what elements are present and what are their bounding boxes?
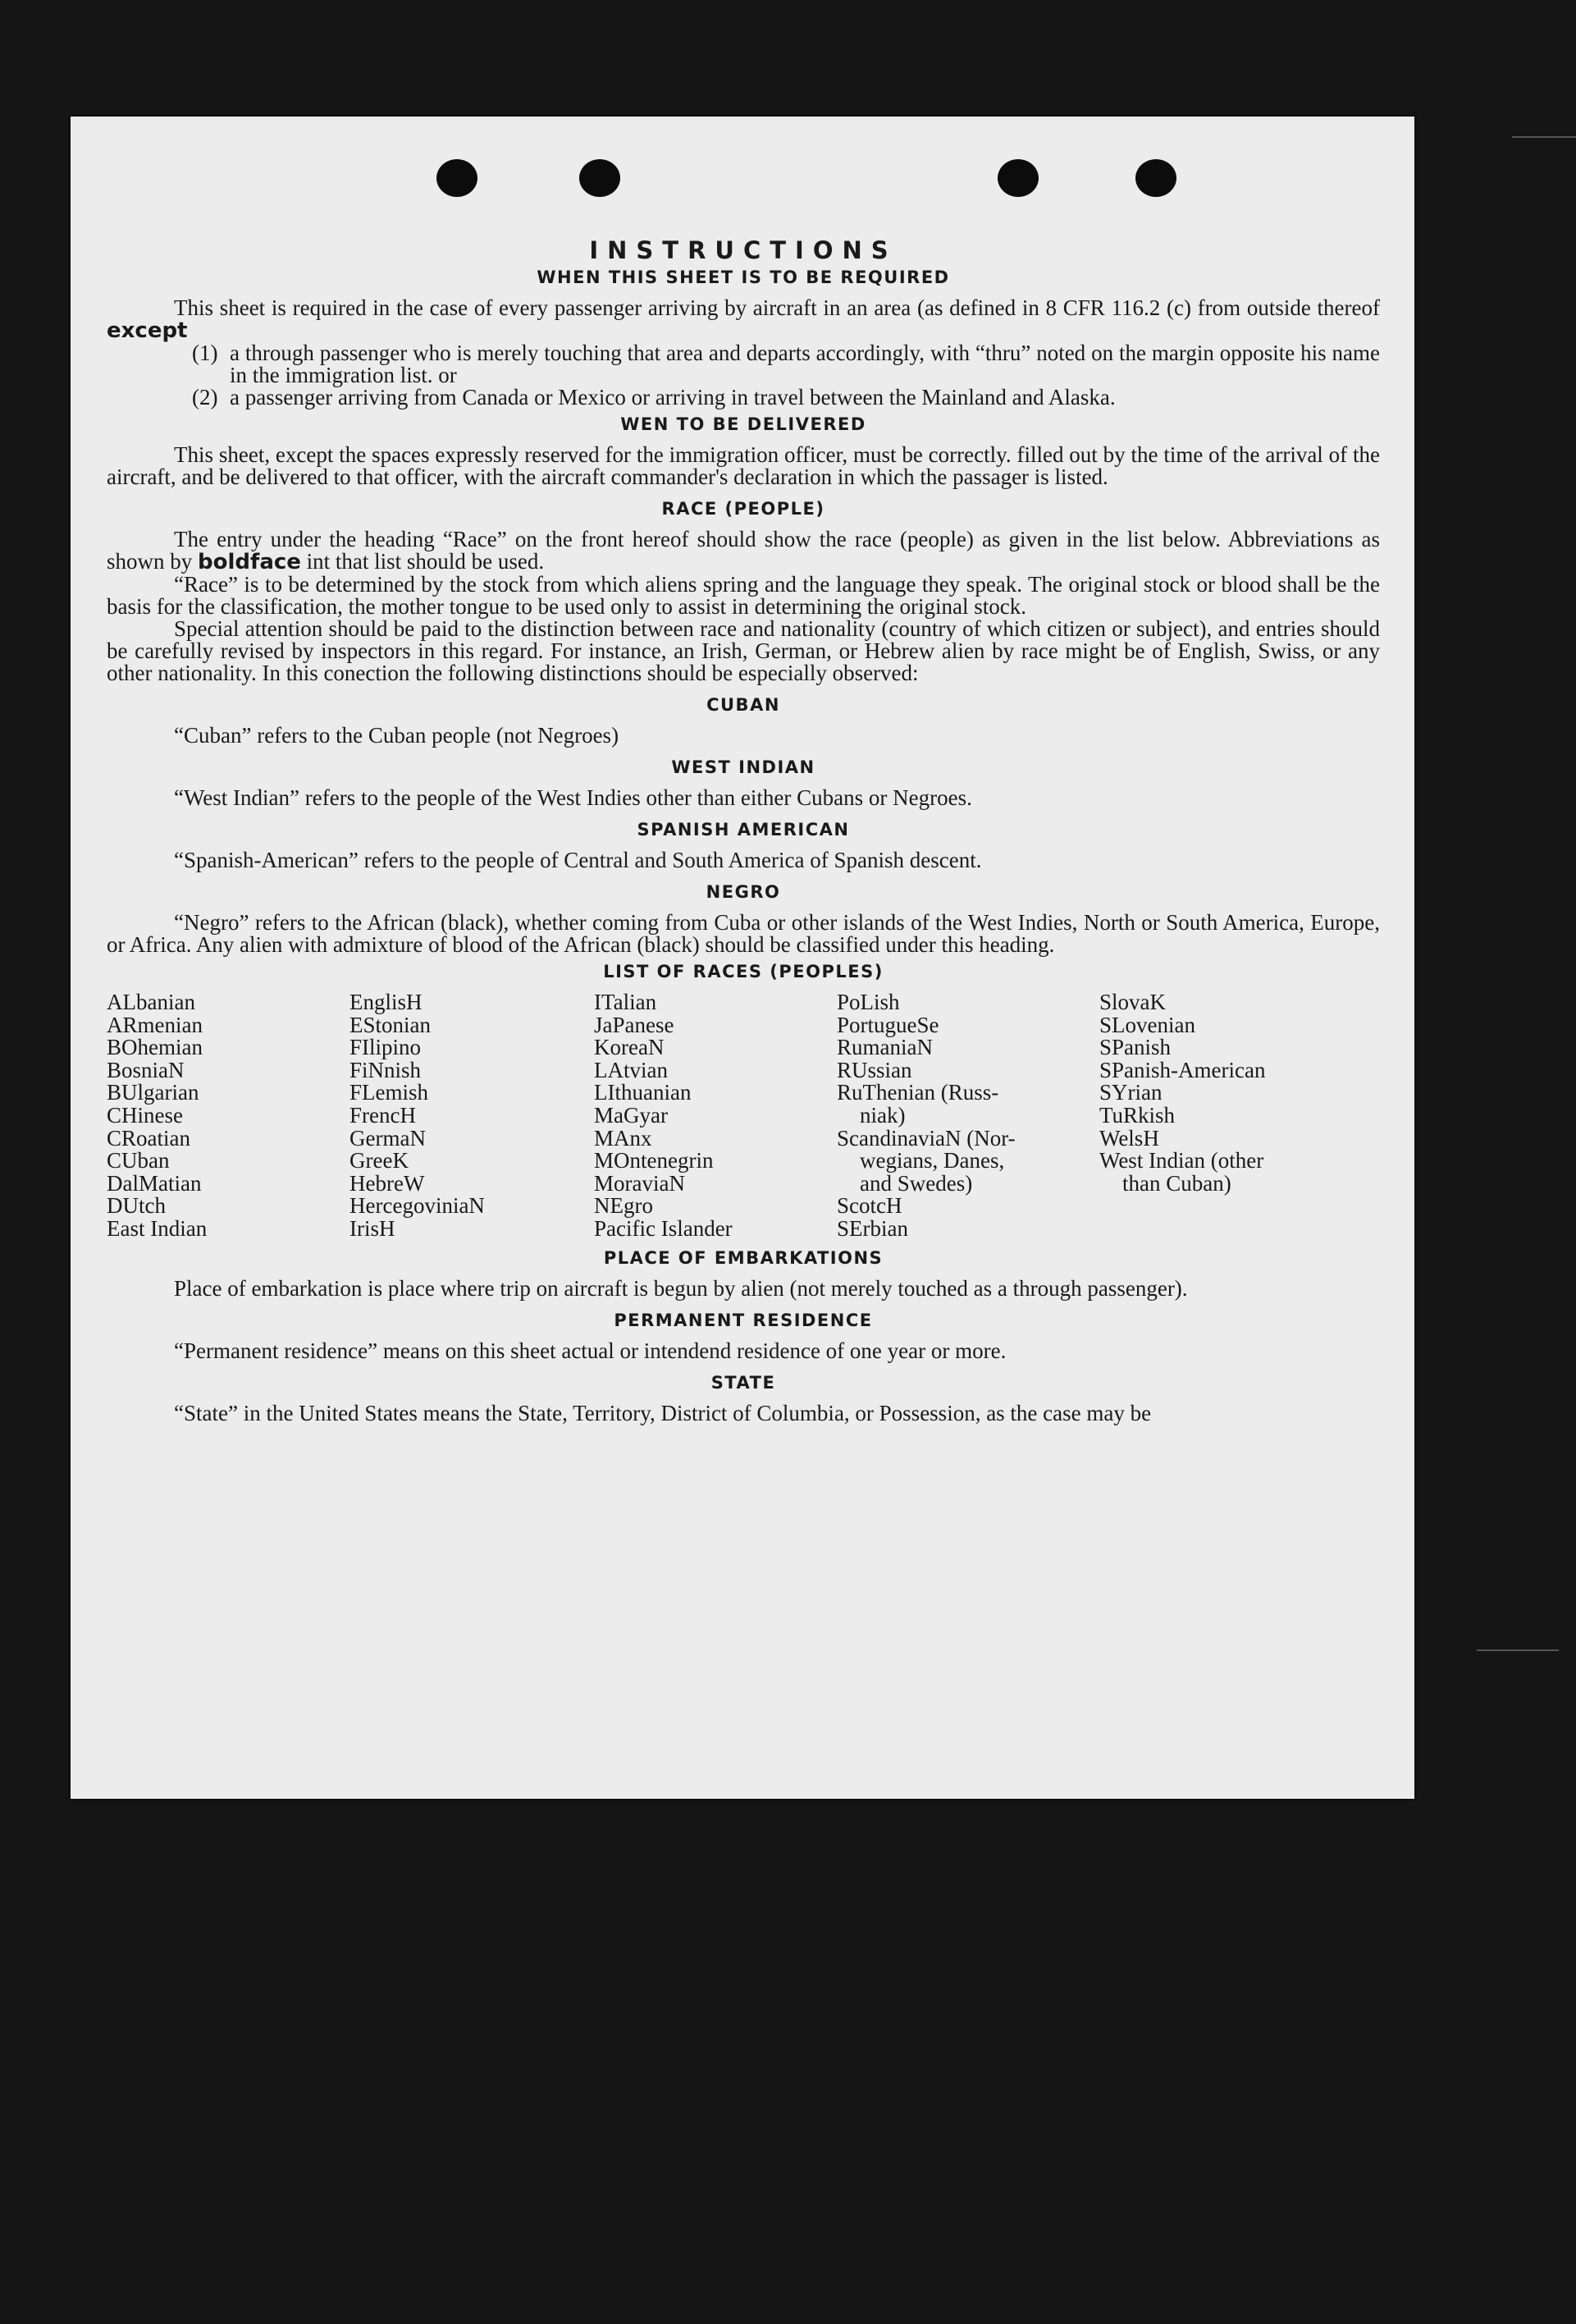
document-body bbox=[107, 236, 1380, 1425]
punch-hole bbox=[579, 159, 620, 197]
race-entry: WelsH bbox=[1099, 1125, 1159, 1151]
section-heading-delivered: WEN TO BE DELIVERED bbox=[620, 414, 866, 434]
race-paragraph-1: The entry under the heading “Race” on the front hereof should show the race (people) as given in the list below. Abbreviations as shown by boldface int that list should be used. bbox=[107, 527, 1380, 574]
section-heading-race: RACE (PEOPLE) bbox=[661, 499, 825, 519]
west-indian-text: “West Indian” refers to the people of the West Indies other than either Cubans or Negroes. bbox=[174, 785, 972, 810]
race-entry: FLemish bbox=[349, 1080, 429, 1105]
list-number: (2) bbox=[192, 385, 218, 409]
race-entry: FrencH bbox=[349, 1102, 416, 1128]
race-entry: West Indian (other bbox=[1099, 1148, 1264, 1173]
race-entry: PoLish bbox=[837, 990, 900, 1014]
list-number: (1) bbox=[192, 341, 218, 365]
list-text: a through passenger who is merely touching that area and departs accordingly, with “thru” noted on the margin opposite his name in the immigration list. or bbox=[230, 341, 1380, 387]
race-entry: DUtch bbox=[107, 1193, 166, 1219]
race-entry: SPanish-American bbox=[1099, 1057, 1266, 1082]
list-item bbox=[192, 387, 1380, 409]
section-heading-spanish-american: SPANISH AMERICAN bbox=[637, 820, 850, 839]
race-entry: RUssian bbox=[837, 1057, 912, 1082]
race-entry: DalMatian bbox=[107, 1170, 202, 1196]
race-entry: BUlgarian bbox=[107, 1080, 199, 1105]
scan-artifact-line bbox=[1512, 136, 1576, 138]
race-entry: HercegoviniaN bbox=[349, 1193, 485, 1219]
race-entry: CHinese bbox=[107, 1102, 183, 1128]
race-entry: and Swedes) bbox=[860, 1170, 973, 1196]
punch-hole bbox=[998, 159, 1039, 197]
spanish-american-text: “Spanish-American” refers to the people of Central and South America of Spanish descent. bbox=[174, 848, 982, 872]
race-entry: SPanish bbox=[1099, 1035, 1172, 1060]
required-intro: This sheet is required in the case of every passenger arriving by aircraft in an area (as defined in 8 CFR 116.2 (c) from outside thereof except bbox=[107, 295, 1380, 343]
race-entry: BosniaN bbox=[107, 1057, 185, 1082]
race-entry: JaPanese bbox=[594, 1012, 674, 1037]
race-entry: SlovaK bbox=[1099, 990, 1166, 1014]
page-title: INSTRUCTIONS bbox=[589, 236, 898, 264]
race-entry: GreeK bbox=[349, 1148, 409, 1173]
races-list bbox=[107, 991, 1380, 1241]
section-heading-west-indian: WEST INDIAN bbox=[671, 757, 815, 777]
race-entry: ScandinaviaN (Nor- bbox=[837, 1125, 1016, 1151]
race-entry: FIlipino bbox=[349, 1035, 422, 1060]
race-entry: BOhemian bbox=[107, 1035, 203, 1060]
race-entry: FiNnish bbox=[349, 1057, 422, 1082]
race-entry: RuThenian (Russ- bbox=[837, 1080, 999, 1105]
race-entry: MAnx bbox=[594, 1125, 652, 1151]
race-entry: TuRkish bbox=[1099, 1102, 1176, 1128]
section-heading-state: STATE bbox=[710, 1372, 776, 1393]
residence-text: “Permanent residence” means on this sheet actual or intendend residence of one year or more. bbox=[174, 1338, 1007, 1363]
state-text: “State” in the United States means the State, Territory, District of Columbia, or Possession, as the case may be bbox=[174, 1400, 1152, 1425]
race-paragraph-2: “Race” is to be determined by the stock from which aliens spring and the language they speak. The original stock or blood shall be the basis for the classification, the mother tongue to be used only to assist in determining the original stock. bbox=[107, 572, 1380, 619]
races-column-3 bbox=[594, 991, 837, 1241]
race-entry: SYrian bbox=[1099, 1080, 1163, 1105]
race-entry: KoreaN bbox=[594, 1035, 665, 1060]
race-entry: SLovenian bbox=[1099, 1012, 1195, 1037]
list-item bbox=[192, 342, 1380, 387]
race-entry: LAtvian bbox=[594, 1057, 668, 1082]
race-entry: IrisH bbox=[349, 1215, 395, 1241]
section-heading-cuban: CUBAN bbox=[706, 695, 780, 715]
race-entry: EnglisH bbox=[349, 990, 423, 1014]
embarkation-text: Place of embarkation is place where trip on aircraft is begun by alien (not merely touched as a through passenger). bbox=[174, 1275, 1188, 1301]
race-entry: NEgro bbox=[594, 1193, 653, 1219]
section-heading-negro: NEGRO bbox=[706, 882, 781, 902]
list-text: a passenger arriving from Canada or Mexico or arriving in travel between the Mainland and Alaska. bbox=[230, 385, 1116, 409]
races-column-2 bbox=[349, 991, 594, 1241]
punch-hole bbox=[1135, 159, 1176, 197]
race-entry: SErbian bbox=[837, 1215, 908, 1241]
race-entry: ARmenian bbox=[107, 1012, 203, 1037]
scan-artifact-line bbox=[1477, 1649, 1559, 1651]
races-column-5 bbox=[1099, 991, 1345, 1241]
section-heading-required: WHEN THIS SHEET IS TO BE REQUIRED bbox=[537, 268, 950, 287]
race-entry: MoraviaN bbox=[594, 1170, 685, 1196]
race-entry: wegians, Danes, bbox=[860, 1148, 1005, 1173]
document-page bbox=[71, 117, 1414, 1799]
section-heading-residence: PERMANENT RESIDENCE bbox=[614, 1310, 873, 1330]
race-entry: than Cuban) bbox=[1122, 1170, 1231, 1196]
except-label: except bbox=[107, 318, 188, 343]
race-entry: niak) bbox=[860, 1102, 906, 1128]
race-paragraph-3: Special attention should be paid to the distinction between race and nationality (country of which citizen or subject), and entries should be carefully revised by inspectors in this regard. For instance, an Irish, German, or Hebrew alien by race might be of English, Swiss, or any other nationality. In this conection the following distinctions should be especially observed: bbox=[107, 616, 1380, 685]
race-entry: MOntenegrin bbox=[594, 1148, 714, 1173]
boldface-label: boldface bbox=[198, 550, 301, 574]
race-entry: HebreW bbox=[349, 1170, 425, 1196]
race-entry: GermaN bbox=[349, 1125, 426, 1151]
race-entry: ITalian bbox=[594, 990, 657, 1014]
races-column-1 bbox=[107, 991, 349, 1241]
race-entry: RumaniaN bbox=[837, 1035, 933, 1060]
negro-text: “Negro” refers to the African (black), whether coming from Cuba or other islands of the West Indies, North or South America, Europe, or Africa. Any alien with admixture of blood of the African (black) should be classified under this heading. bbox=[107, 910, 1380, 957]
race-entry: MaGyar bbox=[594, 1102, 668, 1128]
race-entry: Pacific Islander bbox=[594, 1215, 733, 1241]
races-column-4 bbox=[837, 991, 1099, 1241]
section-heading-races-list: LIST OF RACES (PEOPLES) bbox=[603, 962, 884, 981]
race-entry: ScotcH bbox=[837, 1193, 902, 1219]
punch-hole bbox=[436, 159, 477, 197]
race-entry: ALbanian bbox=[107, 990, 195, 1014]
race-entry: LIthuanian bbox=[594, 1080, 692, 1105]
race-entry: East Indian bbox=[107, 1215, 208, 1241]
cuban-text: “Cuban” refers to the Cuban people (not Negroes) bbox=[174, 723, 619, 748]
delivered-text: This sheet, except the spaces expressly reserved for the immigration officer, must be correctly. filled out by the time of the arrival of the aircraft, and be delivered to that officer, with the aircraft commander's declaration in which the passager is listed. bbox=[107, 442, 1380, 489]
race-entry: CRoatian bbox=[107, 1125, 190, 1151]
race-entry: PortugueSe bbox=[837, 1012, 939, 1037]
race-entry: EStonian bbox=[349, 1012, 431, 1037]
section-heading-embarkation: PLACE OF EMBARKATIONS bbox=[603, 1247, 884, 1268]
race-entry: CUban bbox=[107, 1148, 170, 1173]
